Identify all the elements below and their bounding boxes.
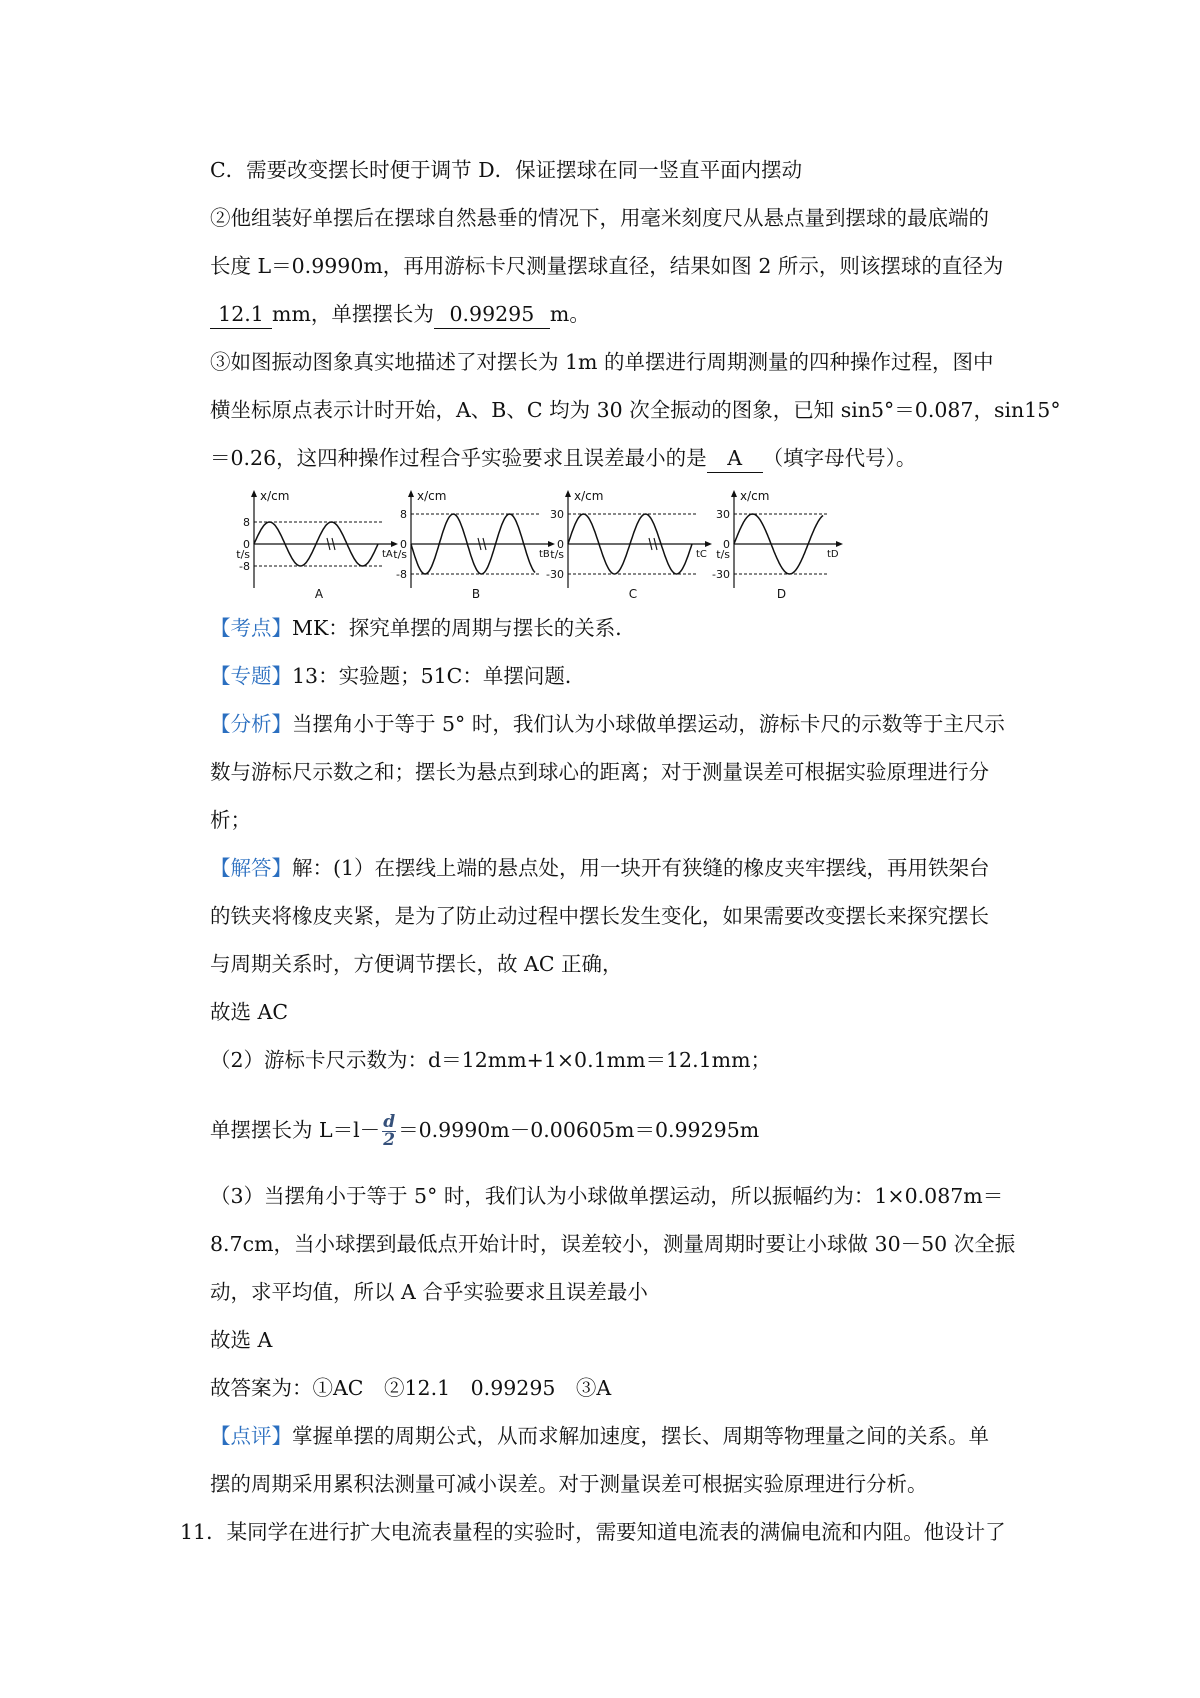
displacement-axis-arrow — [251, 490, 257, 497]
answer-text: mm，单摆摆长为 — [272, 302, 434, 326]
panel-caption: A — [314, 587, 324, 601]
end-time-label: tA — [382, 549, 393, 560]
fraction-d-over-2 — [382, 1114, 396, 1149]
x-axis-label: t/s — [716, 548, 730, 561]
answer-blank-diameter: 12.1 — [210, 300, 272, 329]
kaodian-text: MK：探究单摆的周期与摆长的关系． — [292, 616, 636, 640]
dianping-tag: 【点评】 — [210, 1424, 292, 1448]
negative-amplitude-label: -30 — [712, 568, 730, 581]
jieda-line: 8.7cm，当小球摆到最低点开始计时，误差较小，测量周期时要让小球做 30－50 次全振 — [210, 1232, 1016, 1256]
question-text-line: 长度 L＝0.9990m，再用游标卡尺测量摆球直径，结果如图 2 所示，则该摆球的直径为 — [210, 254, 1004, 278]
question-text-line — [210, 444, 916, 473]
formula-text: ＝0.9990m－0.00605m＝0.99295m — [398, 1118, 760, 1142]
dianping-line: 摆的周期采用累积法测量可减小误差。对于测量误差可根据实验原理进行分析。 — [210, 1472, 928, 1496]
graph-panel-D — [712, 489, 843, 601]
x-axis-label: t/s — [550, 548, 564, 561]
y-axis-label: x/cm — [260, 489, 290, 503]
jieda-tag: 【解答】 — [210, 856, 292, 880]
final-answer-line: 故答案为：①AC ②12.1 0.99295 ③A — [210, 1376, 612, 1400]
displacement-axis-arrow — [408, 490, 414, 497]
answer-line — [210, 300, 590, 329]
positive-amplitude-label: 8 — [400, 508, 407, 521]
dianping-line — [210, 1422, 989, 1450]
jieda-line: 故选 A — [210, 1328, 273, 1352]
negative-amplitude-label: -30 — [546, 568, 564, 581]
kaodian-tag: 【考点】 — [210, 616, 292, 640]
y-axis-label: x/cm — [574, 489, 604, 503]
origin-label: 0 — [243, 538, 250, 551]
graph-panel-B — [393, 489, 555, 601]
origin-label: 0 — [400, 538, 407, 551]
fenxi-line: 析； — [210, 808, 251, 832]
fenxi-line — [210, 710, 1005, 738]
fenxi-text: 当摆角小于等于 5° 时，我们认为小球做单摆运动，游标卡尺的示数等于主尺示 — [292, 712, 1005, 736]
question-text-line: ②他组装好单摆后在摆球自然悬垂的情况下，用毫米刻度尺从悬点量到摆球的最底端的 — [210, 206, 989, 230]
displacement-axis-arrow — [565, 490, 571, 497]
question-text-line: 横坐标原点表示计时开始，A、B、C 均为 30 次全振动的图象，已知 sin5°＝0.087，sin15° — [210, 398, 1061, 422]
fenxi-tag: 【分析】 — [210, 712, 292, 736]
y-axis-label: x/cm — [417, 489, 447, 503]
jieda-line: （3）当摆角小于等于 5° 时，我们认为小球做单摆运动，所以振幅约为：1×0.087m＝ — [210, 1184, 1004, 1208]
end-time-label: tC — [696, 549, 707, 560]
formula-line — [210, 1114, 759, 1149]
panel-caption: D — [776, 587, 787, 601]
dianping-text: 掌握单摆的周期公式，从而求解加速度，摆长、周期等物理量之间的关系。单 — [292, 1424, 989, 1448]
answer-text: m。 — [549, 302, 590, 326]
negative-amplitude-label: -8 — [239, 560, 250, 573]
positive-amplitude-label: 30 — [716, 508, 730, 521]
zhuanti-line — [210, 662, 585, 690]
end-time-label: tD — [827, 549, 839, 560]
jieda-line: 故选 AC — [210, 1000, 289, 1024]
fraction-denominator: 2 — [383, 1130, 396, 1150]
zhuanti-text: 13：实验题；51C：单摆问题． — [292, 664, 586, 688]
jieda-line: 动，求平均值，所以 A 合乎实验要求且误差最小 — [210, 1280, 648, 1304]
jieda-line: 的铁夹将橡皮夹紧，是为了防止动过程中摆长发生变化，如果需要改变摆长来探究摆长 — [210, 904, 989, 928]
positive-amplitude-label: 8 — [243, 516, 250, 529]
positive-amplitude-label: 30 — [550, 508, 564, 521]
zhuanti-tag: 【专题】 — [210, 664, 292, 688]
displacement-axis-arrow — [731, 490, 737, 497]
question-text-line: ③如图振动图象真实地描述了对摆长为 1m 的单摆进行周期测量的四种操作过程，图中 — [210, 350, 994, 374]
jieda-line — [210, 854, 990, 882]
formula-text: 单摆摆长为 L＝l－ — [210, 1118, 381, 1142]
fraction-numerator: d — [383, 1112, 396, 1132]
jieda-line: （2）游标卡尺示数为：d＝12mm+1×0.1mm＝12.1mm； — [210, 1048, 772, 1072]
end-time-label: tB — [539, 549, 550, 560]
origin-label: 0 — [557, 538, 564, 551]
question-text: ＝0.26，这四种操作过程合乎实验要求且误差最小的是 — [210, 446, 707, 470]
negative-amplitude-label: -8 — [396, 568, 407, 581]
panel-caption: C — [628, 587, 638, 601]
fenxi-line: 数与游标尺示数之和；摆长为悬点到球心的距离；对于测量误差可根据实验原理进行分 — [210, 760, 989, 784]
jieda-line: 与周期关系时，方便调节摆长，故 AC 正确， — [210, 952, 623, 976]
answer-blank-length: 0.99295 — [434, 300, 550, 329]
answer-blank-choice: A — [707, 444, 763, 473]
time-axis-arrow — [391, 541, 398, 547]
oscillation-figure — [236, 488, 926, 603]
graph-panel-A — [236, 489, 398, 601]
origin-label: 0 — [723, 538, 730, 551]
x-axis-label: t/s — [393, 548, 407, 561]
graph-panel-C — [546, 489, 712, 601]
panel-caption: B — [471, 587, 481, 601]
time-axis-arrow — [836, 541, 843, 547]
option-c-d-line: C．需要改变摆长时便于调节 D．保证摆球在同一竖直平面内摆动 — [210, 158, 803, 182]
y-axis-label: x/cm — [740, 489, 770, 503]
jieda-text: 解：(1）在摆线上端的悬点处，用一块开有狭缝的橡皮夹牢摆线，再用铁架台 — [292, 856, 990, 880]
time-axis-arrow — [705, 541, 712, 547]
kaodian-line — [210, 614, 636, 642]
question-11-line: 11．某同学在进行扩大电流表量程的实验时，需要知道电流表的满偏电流和内阻。他设计了 — [180, 1520, 1006, 1544]
question-text: （填字母代号）。 — [762, 446, 917, 470]
time-axis-arrow — [548, 541, 555, 547]
x-axis-label: t/s — [236, 548, 250, 561]
